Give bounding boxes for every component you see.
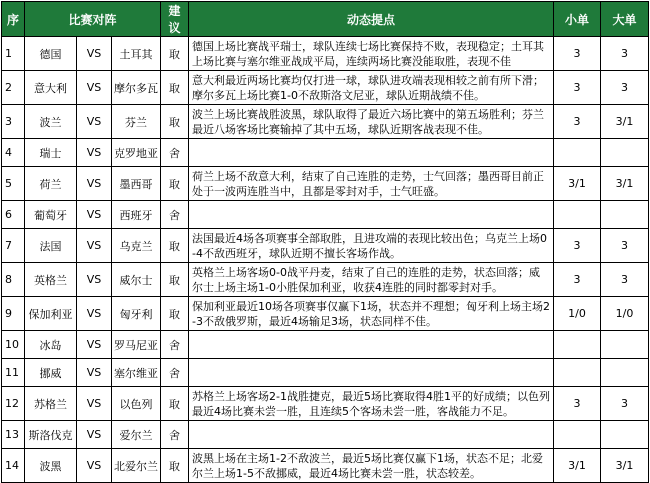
away-team: 西班牙 [112,201,161,229]
table-row [2,167,649,201]
table-row [2,297,649,331]
vs-label: VS [77,167,112,201]
advice-cell: 取 [161,71,189,105]
over-cell [601,139,649,167]
over-cell: 1/0 [601,297,649,331]
row-index: 9 [2,297,25,331]
under-cell: 3/1 [554,449,601,483]
advice-cell: 舍 [161,359,189,387]
away-team: 北爱尔兰 [112,449,161,483]
away-team: 摩尔多瓦 [112,71,161,105]
notes-cell: 波兰上场比赛战胜波黑，球队取得了最近六场比赛中的第五场胜利；芬兰最近八场客场比赛输掉了其中五场，球队近期客战表现不佳。 [189,105,554,139]
notes-cell: 法国最近4场各项赛事全部取胜，且进攻端的表现比较出色；乌克兰上场0-4不敌西班牙，球队近期不擅长客场作战。 [189,229,554,263]
header-index: 序 [2,2,25,37]
vs-label: VS [77,297,112,331]
away-team: 芬兰 [112,105,161,139]
notes-cell [189,359,554,387]
table-row [2,331,649,359]
row-index: 11 [2,359,25,387]
table-row [2,387,649,421]
under-cell [554,359,601,387]
home-team: 瑞士 [25,139,77,167]
table-row [2,105,649,139]
away-team: 匈牙利 [112,297,161,331]
over-cell: 3 [601,263,649,297]
under-cell: 3 [554,71,601,105]
over-cell [601,359,649,387]
table-row [2,263,649,297]
over-cell: 3 [601,37,649,71]
notes-cell: 德国上场比赛战平瑞士，球队连续七场比赛保持不败，表现稳定；土耳其上场比赛与塞尔维亚战成平局，连续两场比赛没能取胜，表现不佳 [189,37,554,71]
notes-cell [189,421,554,449]
home-team: 意大利 [25,71,77,105]
table-row [2,37,649,71]
under-cell: 3 [554,229,601,263]
over-cell: 3 [601,71,649,105]
away-team: 土耳其 [112,37,161,71]
away-team: 威尔士 [112,263,161,297]
row-index: 14 [2,449,25,483]
home-team: 苏格兰 [25,387,77,421]
header-under: 小单 [554,2,601,37]
vs-label: VS [77,71,112,105]
advice-cell: 取 [161,105,189,139]
over-cell: 3 [601,229,649,263]
advice-cell: 舍 [161,421,189,449]
notes-cell: 保加利亚最近10场各项赛事仅赢下1场，状态并不理想；匈牙利上场主场2-3不敌俄罗斯，最近4场输足3场，状态同样不佳。 [189,297,554,331]
vs-label: VS [77,105,112,139]
notes-cell [189,139,554,167]
row-index: 1 [2,37,25,71]
advice-cell: 舍 [161,201,189,229]
notes-cell: 波黑上场在主场1-2不敌波兰，最近5场比赛仅赢下1场，状态不足；北爱尔兰上场1-5不敌挪威，最近4场比赛未尝一胜，状态较差。 [189,449,554,483]
advice-cell: 取 [161,297,189,331]
home-team: 冰岛 [25,331,77,359]
header-advice: 建议 [161,2,189,37]
notes-cell: 英格兰上场客场0-0战平丹麦，结束了自己的连胜的走势，状态回落；威尔士上场主场1-0小胜保加利亚，收获4连胜的同时都零封对手。 [189,263,554,297]
under-cell [554,421,601,449]
home-team: 挪威 [25,359,77,387]
over-cell: 3/1 [601,167,649,201]
away-team: 塞尔维亚 [112,359,161,387]
under-cell: 3 [554,387,601,421]
row-index: 7 [2,229,25,263]
away-team: 爱尔兰 [112,421,161,449]
home-team: 英格兰 [25,263,77,297]
away-team: 克罗地亚 [112,139,161,167]
home-team: 保加利亚 [25,297,77,331]
advice-cell: 取 [161,229,189,263]
table-row [2,421,649,449]
over-cell: 3/1 [601,449,649,483]
vs-label: VS [77,359,112,387]
row-index: 4 [2,139,25,167]
under-cell: 1/0 [554,297,601,331]
row-index: 5 [2,167,25,201]
table-row [2,359,649,387]
table-row [2,449,649,483]
vs-label: VS [77,37,112,71]
under-cell: 3/1 [554,167,601,201]
vs-label: VS [77,201,112,229]
advice-cell: 取 [161,387,189,421]
under-cell: 3 [554,263,601,297]
table-row [2,229,649,263]
row-index: 3 [2,105,25,139]
table-row [2,201,649,229]
away-team: 以色列 [112,387,161,421]
row-index: 6 [2,201,25,229]
header-notes: 动态提点 [189,2,554,37]
row-index: 13 [2,421,25,449]
home-team: 荷兰 [25,167,77,201]
vs-label: VS [77,331,112,359]
away-team: 罗马尼亚 [112,331,161,359]
away-team: 墨西哥 [112,167,161,201]
match-table [1,1,649,483]
vs-label: VS [77,263,112,297]
notes-cell: 荷兰上场不敌意大利，结束了自己连胜的走势，士气回落；墨西哥目前正处于一波两连胜当中，且都是零封对手，士气旺盛。 [189,167,554,201]
notes-cell [189,201,554,229]
away-team: 乌克兰 [112,229,161,263]
home-team: 葡萄牙 [25,201,77,229]
under-cell: 3 [554,37,601,71]
home-team: 德国 [25,37,77,71]
vs-label: VS [77,139,112,167]
over-cell: 3/1 [601,105,649,139]
row-index: 8 [2,263,25,297]
notes-cell: 苏格兰上场客场2-1战胜捷克，最近5场比赛取得4胜1平的好成绩；以色列最近4场比赛未尝一胜，且连续5个客场未尝一胜，客战能力不足。 [189,387,554,421]
advice-cell: 舍 [161,331,189,359]
vs-label: VS [77,229,112,263]
home-team: 斯洛伐克 [25,421,77,449]
table-row [2,139,649,167]
row-index: 12 [2,387,25,421]
under-cell [554,331,601,359]
table-row [2,71,649,105]
row-index: 10 [2,331,25,359]
over-cell [601,201,649,229]
under-cell: 3 [554,105,601,139]
under-cell [554,201,601,229]
over-cell [601,331,649,359]
advice-cell: 取 [161,263,189,297]
home-team: 法国 [25,229,77,263]
vs-label: VS [77,387,112,421]
over-cell [601,421,649,449]
header-over: 大单 [601,2,649,37]
home-team: 波兰 [25,105,77,139]
advice-cell: 取 [161,37,189,71]
advice-cell: 取 [161,449,189,483]
over-cell: 3 [601,387,649,421]
vs-label: VS [77,421,112,449]
vs-label: VS [77,449,112,483]
advice-cell: 舍 [161,139,189,167]
under-cell [554,139,601,167]
advice-cell: 取 [161,167,189,201]
header-match: 比赛对阵 [25,2,161,37]
notes-cell [189,331,554,359]
home-team: 波黑 [25,449,77,483]
header-row [2,2,649,37]
row-index: 2 [2,71,25,105]
notes-cell: 意大利最近两场比赛均仅打进一球，球队进攻端表现相较之前有所下滑；摩尔多瓦上场比赛1-0不敌斯洛文尼亚，球队近期战绩不佳。 [189,71,554,105]
